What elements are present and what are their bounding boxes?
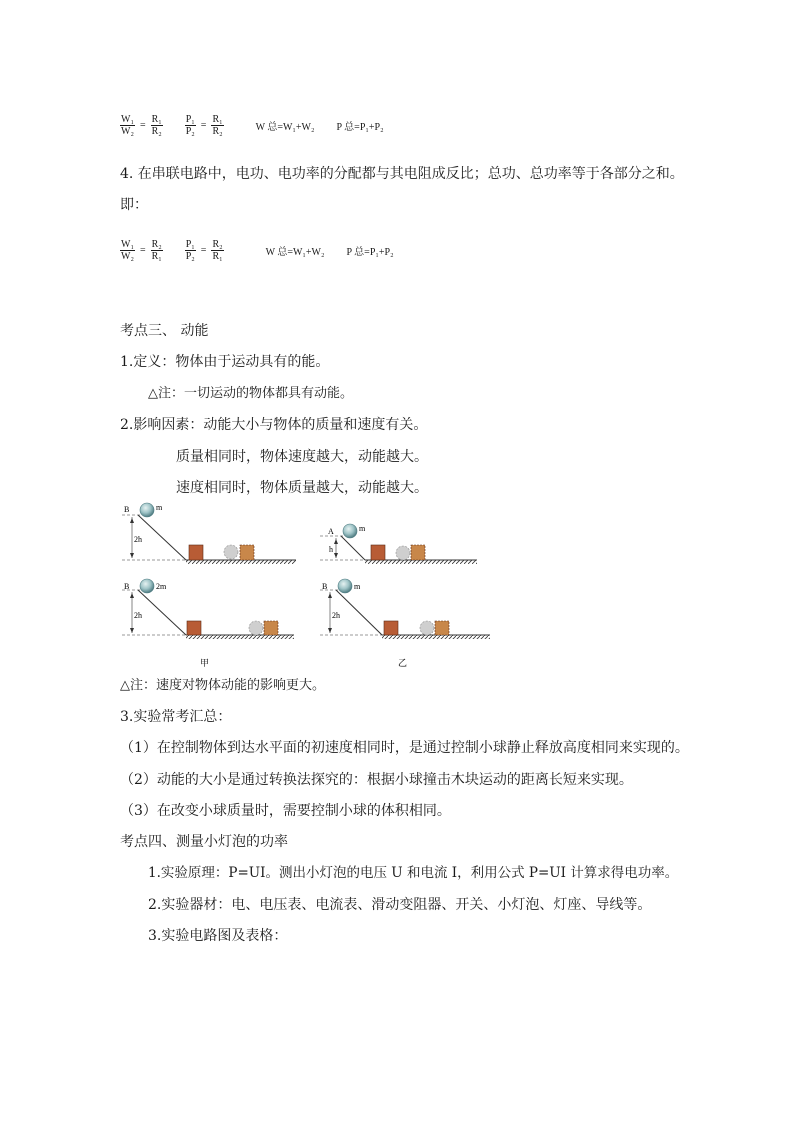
wood-block-end-icon (264, 621, 278, 635)
section3-summary-title: 3.实验常考汇总： (120, 709, 232, 725)
fraction-r: $\frac{\text{R₂}}{\text{R₁}}$ (151, 239, 162, 262)
ball-end-icon (420, 621, 434, 635)
section3-factors: 2.影响因素：动能大小与物体的质量和速度有关。 (120, 417, 428, 433)
item4-line2: 即： (120, 197, 148, 213)
section3-note1: △注：一切运动的物体都具有动能。 (148, 386, 353, 401)
caption-yi: 乙 (398, 658, 408, 668)
section3-factor-b: 速度相同时，物体质量越大，动能越大。 (176, 480, 428, 496)
section4-title: 考点四、测量小灯泡的功率 (120, 834, 288, 850)
wood-block-end-icon (435, 621, 449, 635)
fraction-w: $\frac{\text{W₁}}{\text{W₂}}$ (121, 239, 134, 262)
ball-end-icon (224, 545, 238, 559)
label-2h: 2h (332, 611, 340, 620)
wood-block-icon (371, 545, 385, 560)
section3-summary-1: （1）在控制物体到达水平面的初速度相同时，是通过控制小球静止释放高度相同来实现的。 (120, 740, 689, 756)
ball-icon (140, 579, 154, 593)
label-b: B (124, 582, 130, 591)
label-2h: 2h (134, 611, 142, 620)
label-b: B (124, 505, 130, 514)
section3-summary-2: （2）动能的大小是通过转换法探究的：根据小球撞击木块运动的距离长短来实现。 (120, 772, 633, 788)
setup-bottom-left (122, 579, 294, 639)
ball-icon (338, 579, 352, 593)
fraction-r: $\frac{\text{R₁}}{\text{R₂}}$ (151, 114, 162, 137)
fraction-r2: $\frac{\text{R₁}}{\text{R₂}}$ (212, 114, 223, 137)
label-2h: 2h (134, 535, 142, 544)
label-2m: 2m (156, 582, 167, 591)
label-m: m (354, 582, 361, 591)
kinetic-energy-experiment-figure (0, 500, 794, 680)
formula-row-parallel: $\frac{\text{W₁}}{\text{W₂}}$ = $\frac{\text{R₁}}{\text{R₂}}$ $\frac{\text{P₁}}{\text{P₂}}$ = $\frac{\text{R₁}}{\text{R₂}}$ W 总=W₁+W₂ P 总=P₁+P₂ (121, 114, 384, 137)
formula-row-series: $\frac{\text{W₁}}{\text{W₂}}$ = $\frac{\text{R₂}}{\text{R₁}}$ $\frac{\text{P₁}}{\text{P₂}}$ = $\frac{\text{R₂}}{\text{R₁}}$ W 总=W₁+W₂ P 总=P₁+P₂ (121, 239, 394, 262)
wood-block-end-icon (240, 545, 254, 560)
section4-equipment: 2.实验器材：电、电压表、电流表、滑动变阻器、开关、小灯泡、灯座、导线等。 (148, 897, 652, 913)
wood-block-icon (187, 621, 201, 635)
section3-title: 考点三、 动能 (120, 323, 209, 339)
ball-icon (140, 503, 154, 517)
wood-block-icon (384, 621, 398, 635)
label-h: h (329, 545, 333, 554)
label-a: A (328, 527, 334, 536)
wood-block-icon (189, 545, 203, 560)
ball-end-icon (249, 621, 263, 635)
total-power-formula: P 总=P₁+P₂ (346, 247, 394, 258)
wood-block-end-icon (411, 545, 425, 560)
section4-principle: 1.实验原理：P=UI。测出小灯泡的电压 U 和电流 I，利用公式 P=UI 计算求得电功率。 (148, 865, 679, 881)
fraction-p: $\frac{\text{P₁}}{\text{P₂}}$ (185, 239, 195, 262)
section3-summary-3: （3）在改变小球质量时，需要控制小球的体积相同。 (120, 803, 451, 819)
fraction-w: $\frac{\text{W₁}}{\text{W₂}}$ (121, 114, 134, 137)
section3-definition: 1.定义：物体由于运动具有的能。 (120, 354, 330, 370)
setup-top-left (122, 503, 296, 564)
section3-note2: △注：速度对物体动能的影响更大。 (120, 678, 325, 693)
setup-top-right (320, 524, 477, 564)
fraction-r2: $\frac{\text{R₂}}{\text{R₁}}$ (212, 239, 223, 262)
setup-bottom-right (320, 579, 490, 639)
ball-end-icon (396, 546, 410, 560)
total-power-formula: P 总=P₁+P₂ (336, 122, 384, 133)
caption-jia: 甲 (200, 658, 210, 668)
label-m: m (359, 524, 366, 533)
label-m: m (156, 503, 163, 512)
ball-icon (343, 524, 357, 538)
total-work-formula: W 总=W₁+W₂ (255, 122, 315, 133)
total-work-formula: W 总=W₁+W₂ (265, 247, 325, 258)
section3-factor-a: 质量相同时，物体速度越大，动能越大。 (176, 449, 428, 465)
label-b: B (322, 582, 328, 591)
fraction-p: $\frac{\text{P₁}}{\text{P₂}}$ (185, 114, 195, 137)
section4-circuit-table: 3.实验电路图及表格： (148, 928, 288, 944)
item4-line1: 4. 在串联电路中，电功、电功率的分配都与其电阻成反比；总功、总功率等于各部分之和。 (120, 166, 684, 182)
